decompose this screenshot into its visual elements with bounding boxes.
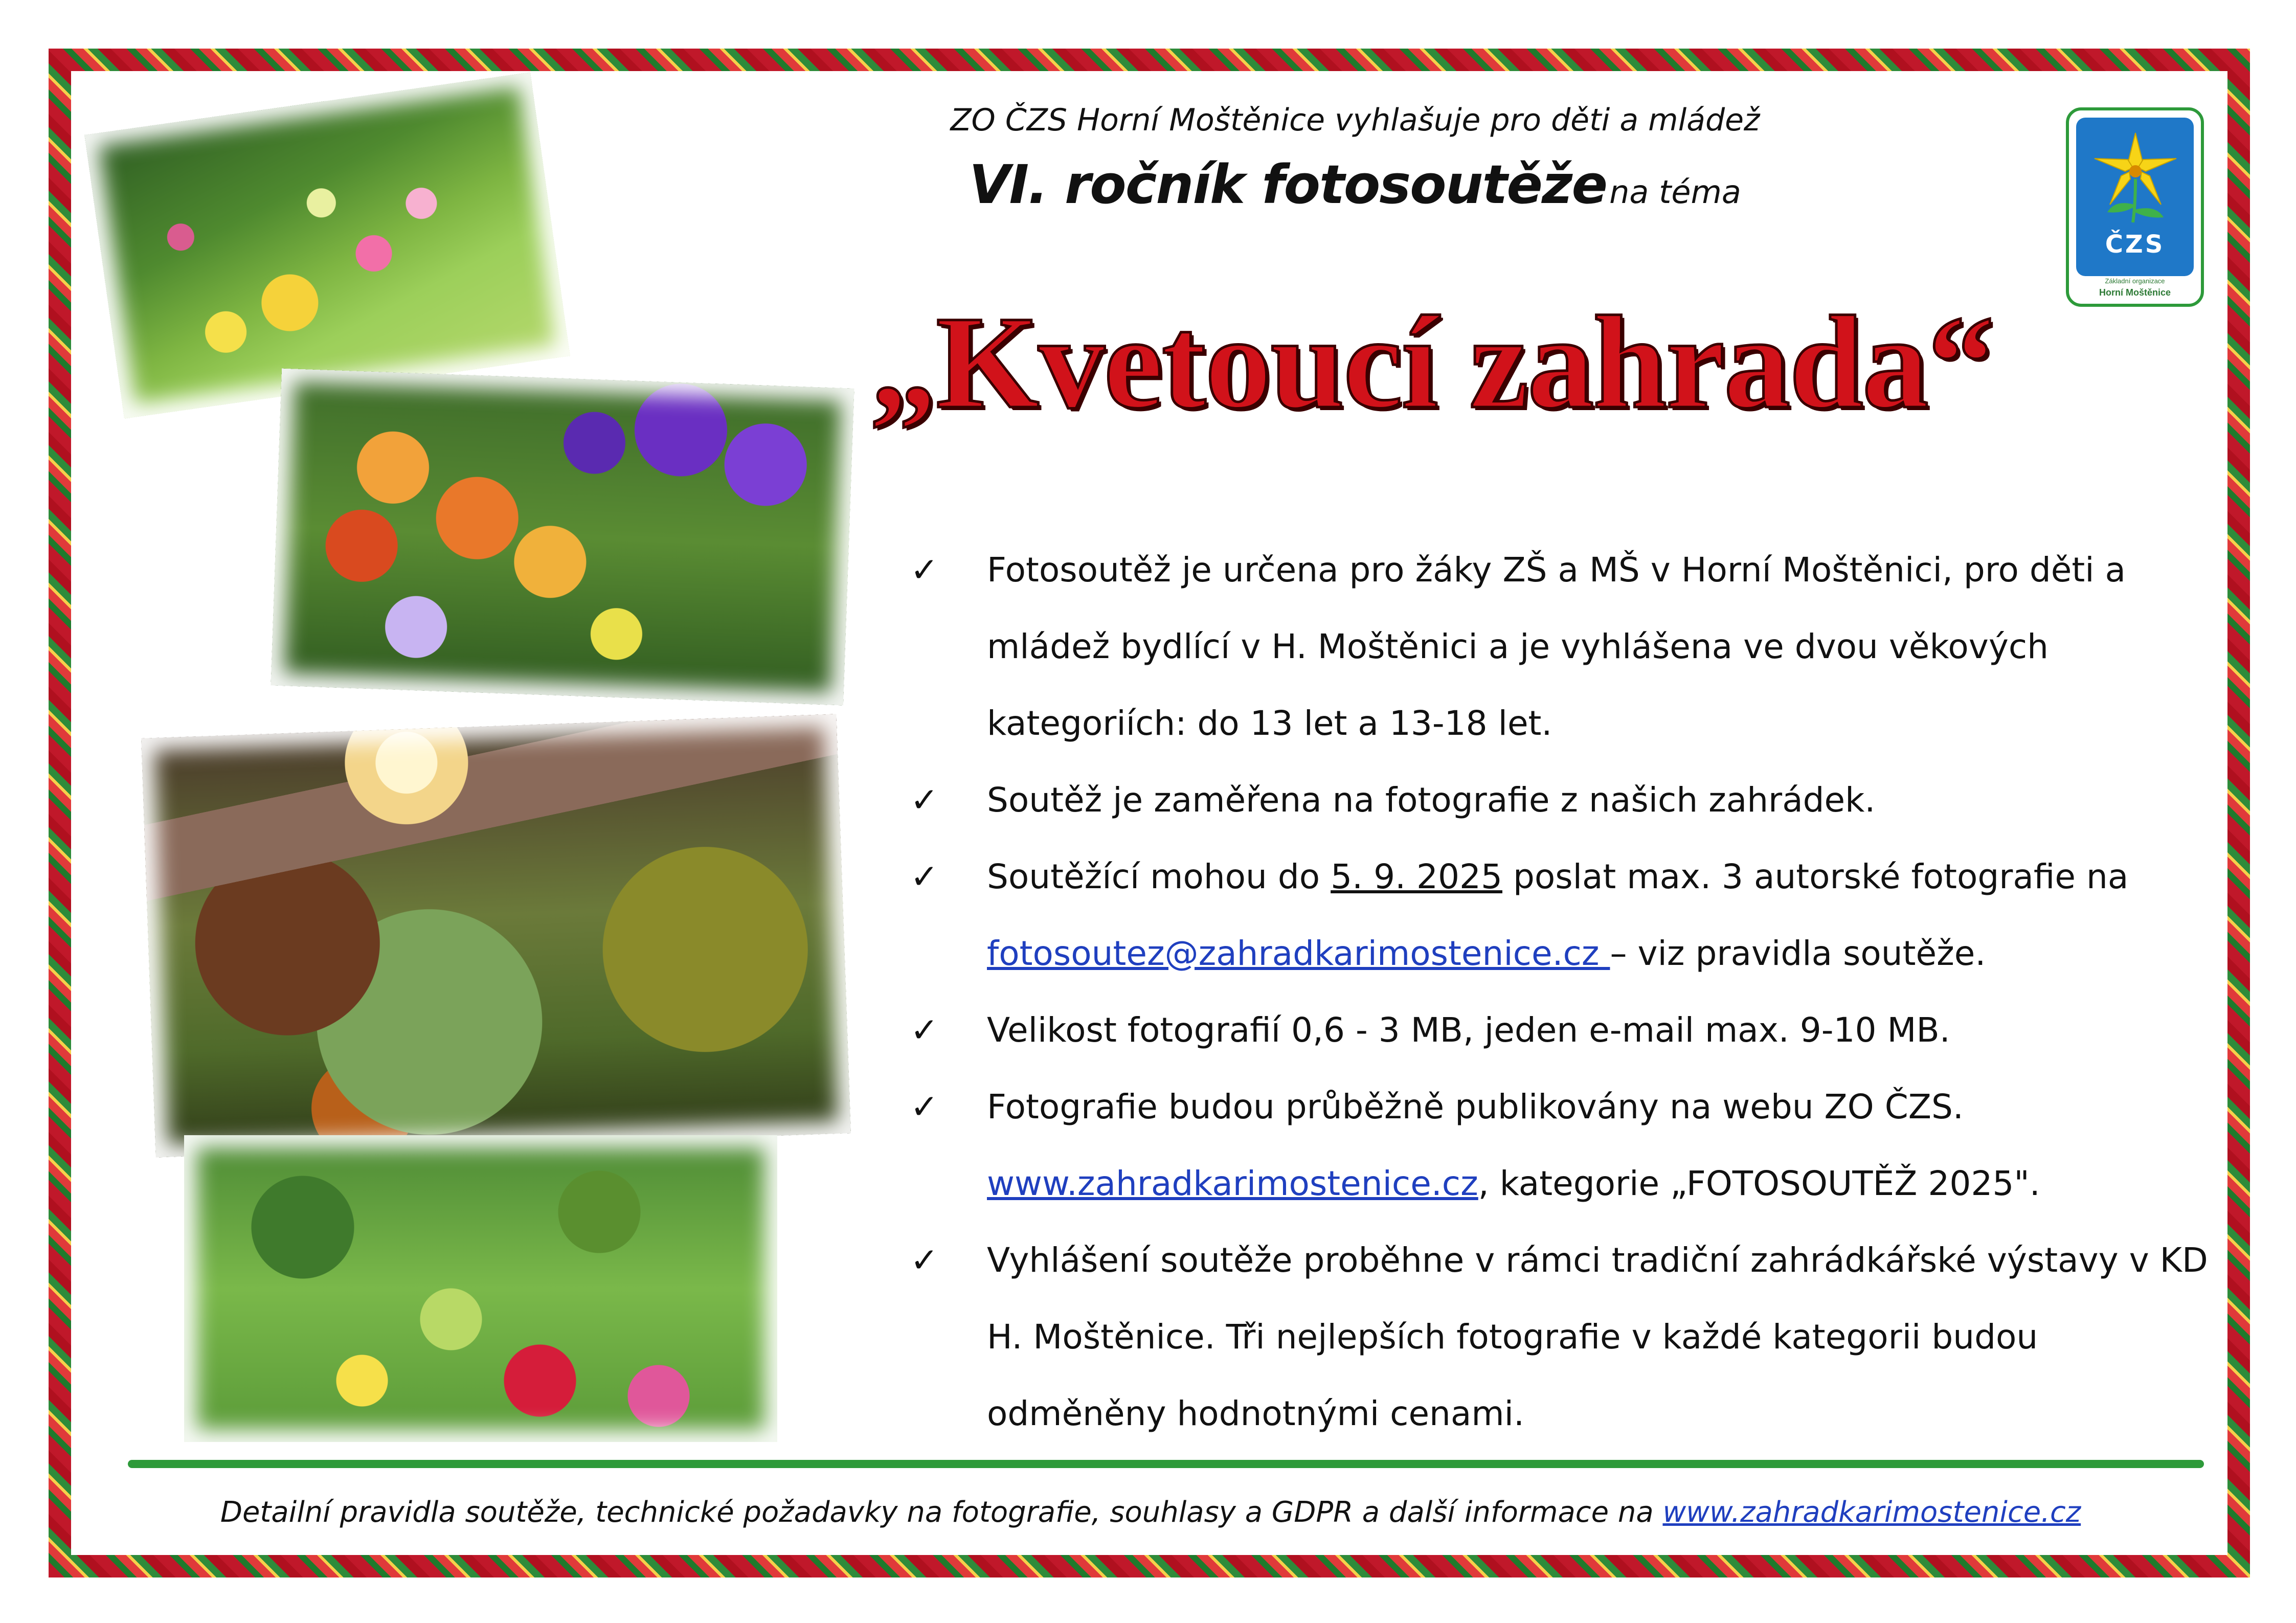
edition-line	[869, 153, 1841, 216]
bullet-text: Fotografie budou průběžně publikovány na webu ZO ČZS.	[987, 1087, 1964, 1126]
bullet-text: – viz pravidla soutěže.	[1610, 934, 1986, 973]
flower-icon	[2084, 123, 2187, 225]
check-icon: ✓	[910, 1241, 939, 1280]
bullet-text: poslat max. 3 autorské fotografie na	[1502, 857, 2129, 896]
email-link[interactable]: fotosoutez@zahradkarimostenice.cz	[987, 934, 1610, 973]
garden-photo-4	[184, 1135, 777, 1442]
bullet-text: Soutěž je zaměřena na fotografie z našich zahrádek.	[987, 780, 1876, 820]
logo-badge	[2076, 118, 2194, 276]
bullet-text: Fotosoutěž je určena pro žáky ZŠ a MŠ v Horní Moštěnici, pro děti a mládež bydlící v H. Moštěnici a je vyhlášena ve dvou věkových kategoriích: do 13 let a 13-18 let.	[987, 550, 2126, 743]
logo-subtitle: Základní organizace	[2105, 277, 2165, 285]
footer-text: Detailní pravidla soutěže, technické požadavky na fotografie, souhlasy a GDPR a další informace na	[220, 1496, 1663, 1529]
theme-suffix: na téma	[1609, 173, 1741, 211]
list-item	[910, 839, 2209, 992]
check-icon: ✓	[910, 1010, 939, 1050]
czs-logo	[2066, 107, 2204, 307]
check-icon: ✓	[910, 780, 939, 820]
logo-place: Horní Moštěnice	[2099, 287, 2171, 298]
footer	[102, 1496, 2199, 1529]
bullet-text: Velikost fotografií 0,6 - 3 MB, jeden e-mail max. 9-10 MB.	[987, 1010, 1950, 1050]
list-item	[910, 992, 2209, 1069]
edition-text: VI. ročník fotosoutěže	[969, 153, 1607, 216]
logo-text: ČZS	[2105, 230, 2165, 259]
list-item	[910, 1222, 2209, 1452]
check-icon: ✓	[910, 1087, 939, 1126]
list-item	[910, 762, 2209, 839]
bullet-text: , kategorie „FOTOSOUTĚŽ 2025".	[1478, 1164, 2040, 1203]
garden-photo-3	[141, 714, 851, 1158]
check-icon: ✓	[910, 857, 939, 896]
bullet-text: Vyhlášení soutěže proběhne v rámci tradiční zahrádkářské výstavy v KD H. Moštěnice. Tři nejlepších fotografie v každé kategorii budou odměněny hodnotnými cenami.	[987, 1241, 2208, 1433]
list-item	[910, 532, 2209, 762]
check-icon: ✓	[910, 550, 939, 590]
garden-photo-2	[271, 369, 854, 706]
intro-line: ZO ČZS Horní Moštěnice vyhlašuje pro děti a mládež	[950, 102, 1760, 138]
divider	[128, 1460, 2204, 1468]
list-item	[910, 1069, 2209, 1222]
bullet-text: Soutěžící mohou do	[987, 857, 1331, 896]
page-title: „Kvetoucí zahrada“	[870, 289, 1993, 436]
rules-list	[910, 532, 2209, 1452]
website-link[interactable]: www.zahradkarimostenice.cz	[987, 1164, 1478, 1203]
deadline-date: 5. 9. 2025	[1331, 857, 1502, 896]
footer-link[interactable]: www.zahradkarimostenice.cz	[1662, 1496, 2081, 1529]
